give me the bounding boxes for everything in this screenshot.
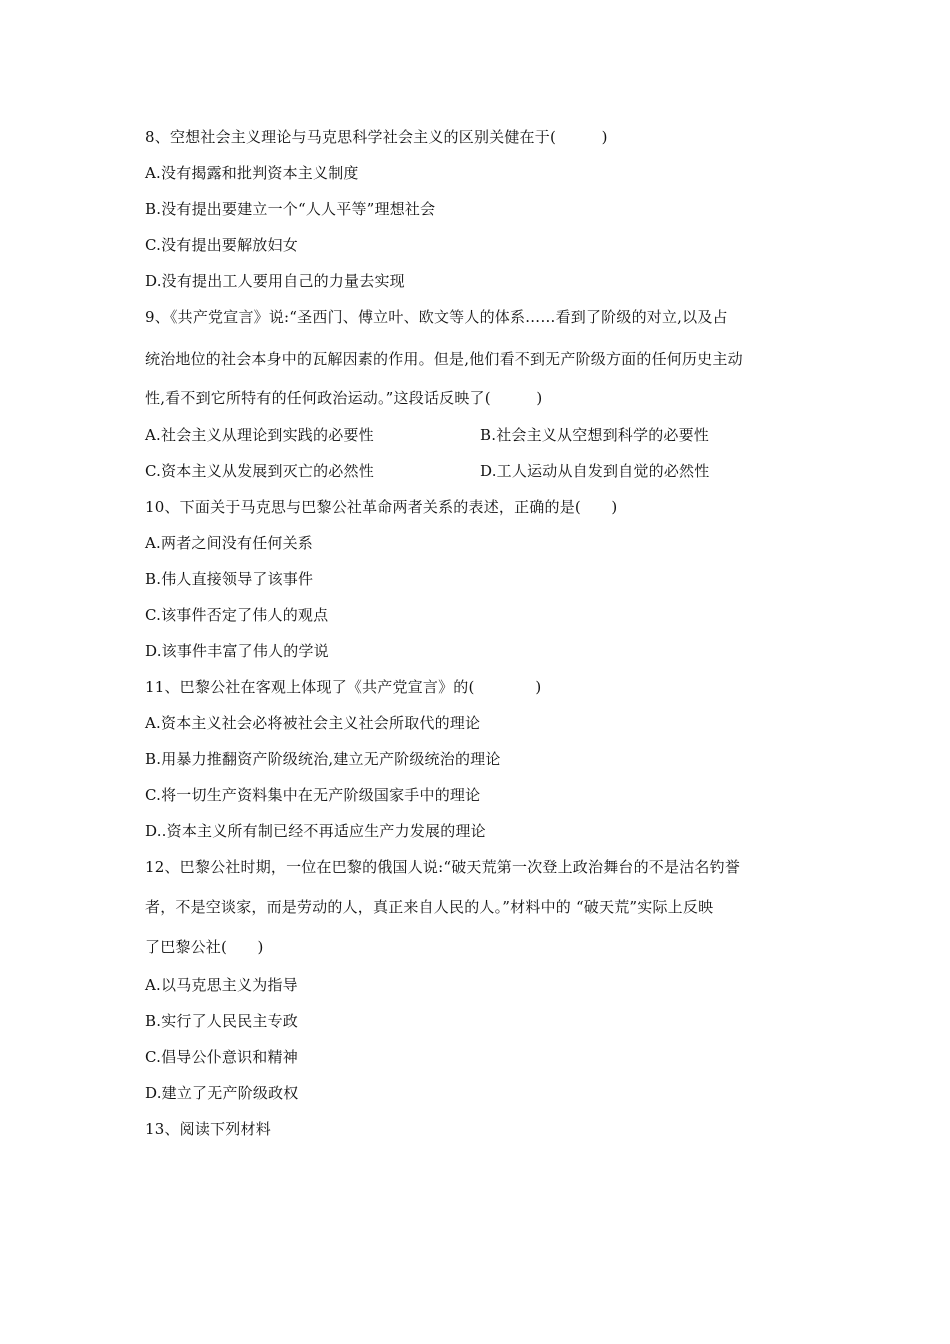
question-10-option-c: C.该事件否定了伟人的观点 bbox=[145, 606, 329, 624]
question-12-option-a: A.以马克思主义为指导 bbox=[145, 976, 298, 994]
question-13-stem: 13、阅读下列材料 bbox=[145, 1120, 271, 1138]
question-8-option-d: D.没有提出工人要用自己的力量去实现 bbox=[145, 272, 405, 290]
question-12-option-b: B.实行了人民民主专政 bbox=[145, 1012, 298, 1030]
question-9-option-b: B.社会主义从空想到科学的必要性 bbox=[480, 426, 709, 444]
question-10-stem: 10、下面关于马克思与巴黎公社革命两者关系的表述，正确的是( ) bbox=[145, 498, 618, 516]
question-10-option-d: D.该事件丰富了伟人的学说 bbox=[145, 642, 329, 660]
question-9-option-c: C.资本主义从发展到灭亡的必然性 bbox=[145, 462, 374, 480]
question-12-option-d: D.建立了无产阶级政权 bbox=[145, 1084, 299, 1102]
question-8-option-c: C.没有提出要解放妇女 bbox=[145, 236, 298, 254]
question-9-option-d: D.工人运动从自发到自觉的必然性 bbox=[480, 462, 710, 480]
question-10-option-b: B.伟人直接领导了该事件 bbox=[145, 570, 314, 588]
question-9-stem-line-3: 性,看不到它所特有的任何政治运动。”这段话反映了( ) bbox=[145, 389, 543, 407]
question-12-option-c: C.倡导公仆意识和精神 bbox=[145, 1048, 298, 1066]
question-9-option-row-1 bbox=[145, 424, 374, 446]
question-11-stem: 11、巴黎公社在客观上体现了《共产党宣言》的( ) bbox=[145, 678, 542, 696]
question-8-stem: 8、空想社会主义理论与马克思科学社会主义的区别关健在于( ) bbox=[145, 128, 608, 146]
question-12-stem-line-2: 者，不是空谈家，而是劳动的人，真正来自人民的人。”材料中的 “破天荒”实际上反映 bbox=[145, 898, 714, 916]
question-8-option-b: B.没有提出要建立一个“人人平等”理想社会 bbox=[145, 200, 436, 218]
question-11-option-a: A.资本主义社会必将被社会主义社会所取代的理论 bbox=[145, 714, 481, 732]
question-11-option-c: C.将一切生产资料集中在无产阶级国家手中的理论 bbox=[145, 786, 481, 804]
question-11-option-d: D..资本主义所有制已经不再适应生产力发展的理论 bbox=[145, 822, 486, 840]
question-9-option-a: A.社会主义从理论到实践的必要性 bbox=[145, 426, 374, 444]
question-10-option-a: A.两者之间没有任何关系 bbox=[145, 534, 314, 552]
question-9-stem-line-2: 统治地位的社会本身中的瓦解因素的作用。但是,他们看不到无产阶级方面的任何历史主动 bbox=[145, 350, 743, 368]
question-11-option-b: B.用暴力推翻资产阶级统治,建立无产阶级统治的理论 bbox=[145, 750, 501, 768]
question-12-stem-line-1: 12、巴黎公社时期，一位在巴黎的俄国人说:“破天荒第一次登上政治舞台的不是沽名钓誉 bbox=[145, 858, 741, 876]
question-9-stem-line-1: 9、《共产党宣言》说:“圣西门、傅立叶、欧文等人的体系……看到了阶级的对立,以及占 bbox=[145, 308, 728, 326]
question-8-option-a: A.没有揭露和批判资本主义制度 bbox=[145, 164, 359, 182]
question-12-stem-line-3: 了巴黎公社( ) bbox=[145, 938, 264, 956]
